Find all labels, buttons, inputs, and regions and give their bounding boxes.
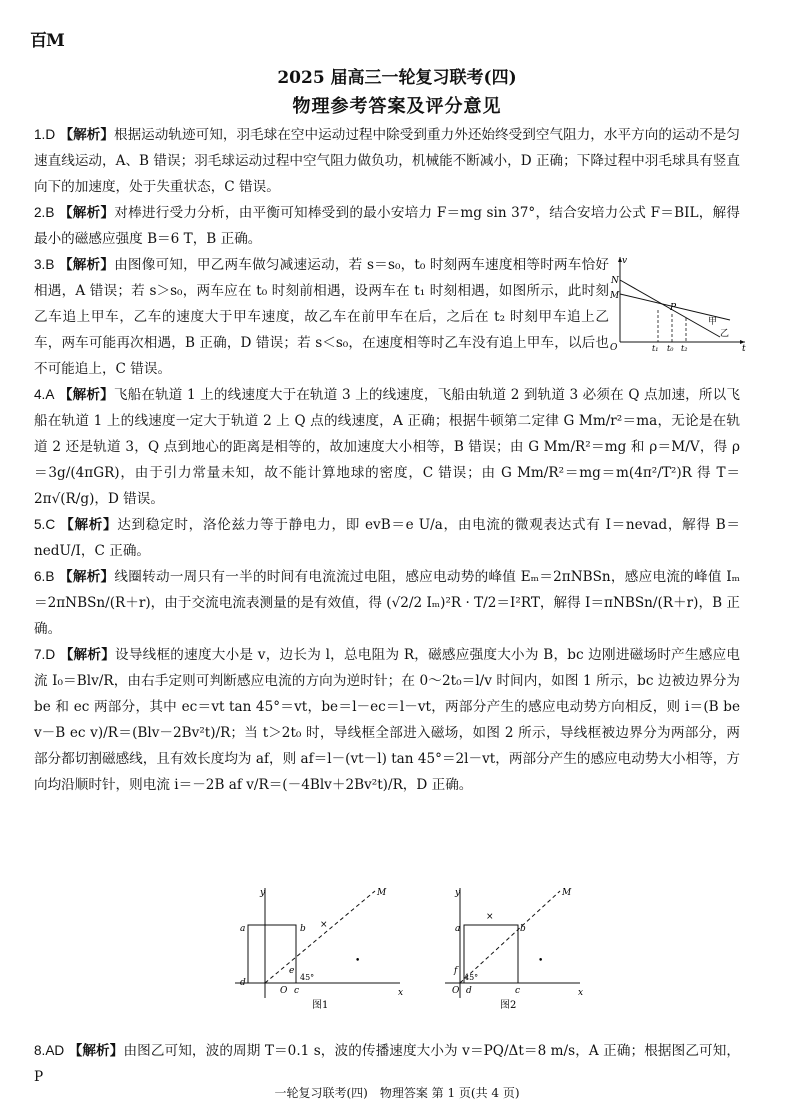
analysis-tag: 【解析】	[59, 647, 116, 663]
angle-label: 45°	[300, 973, 315, 982]
answer-number: 7.D	[34, 647, 56, 662]
q3-vt-graph	[610, 252, 750, 352]
answer-number: 4.A	[34, 387, 55, 402]
P-label: P	[670, 303, 677, 313]
c-label: c	[294, 986, 300, 996]
answer-q5	[34, 512, 740, 564]
jia-label: 甲	[708, 317, 718, 327]
t0-label: t₀	[667, 344, 674, 352]
figure-caption: 图1	[312, 1000, 329, 1011]
f-label: f	[454, 966, 458, 976]
angle-label: 45°	[464, 973, 479, 982]
boundary-om	[460, 891, 560, 983]
answer-q1	[34, 122, 740, 200]
answer-q2	[34, 200, 740, 252]
answer-text: 由图乙可知，波的周期 T＝0.1 s，波的传播速度大小为 v＝PQ/Δt＝8 m/s，A 正确；根据图乙可知，P	[34, 1042, 741, 1085]
answer-text: 根据运动轨迹可知，羽毛球在空中运动过程中除受到重力外还始终受到空气阻力，水平方向的运动不是匀速直线运动，A、B 错误；羽毛球运动过程中空气阻力做负功，机械能不断减小，D 正确；下降过程中羽毛球具有竖直向下的加速度，处于失重状态，C 错误。	[34, 127, 741, 195]
O-label: O	[280, 986, 288, 996]
analysis-tag: 【解析】	[58, 205, 115, 221]
analysis-tag: 【解析】	[58, 257, 115, 273]
O-label: O	[452, 986, 460, 996]
t-label: t	[742, 344, 746, 352]
answer-text: 线圈转动一周只有一半的时间有电流流过电阻，感应电动势的峰值 Eₘ＝2πNBSn，感应电流的峰值 Iₘ＝2πNBSn/(R＋r)，由于交流电流表测量的是有效值，得 (√2/2 Iₘ)²R · T/2＝I²RT，解得 I＝πNBSn/(R＋r)，B 正确。	[34, 569, 741, 637]
boundary-om	[265, 891, 375, 983]
answer-text: 飞船在轨道 1 上的线速度大于在轨道 3 上的线速度，飞船由轨道 2 到轨道 3 必须在 Q 点加速，所以飞船在轨道 1 上的线速度一定大于轨道 2 上 Q 点的线速度，A 正确；根据牛顿第二定律 G Mm/r²＝ma，无论是在轨道 2 还是轨道 3，Q 点到地心的距离是相等的，故加速度大小相等，B 错误；由 G Mm/R²＝mg 和 ρ＝M/V，得 ρ＝3g/(4πGR)，由于引力常量未知，故不能计算地球的密度，C 错误；由 G Mm/R²＝mg＝m(4π²/T²)R 得 T＝2π√(R/g)，D 错误。	[34, 387, 740, 507]
dot-mark: •	[538, 956, 544, 966]
M-label: M	[377, 888, 387, 898]
e-label: e	[289, 966, 295, 976]
dot-mark: •	[355, 956, 361, 966]
a-label: a	[455, 924, 461, 934]
answer-text: 由图像可知，甲乙两车做匀减速运动，若 s＝s₀，t₀ 时刻两车速度相等时两车恰好相遇，A 错误；若 s＞s₀，两车应在 t₀ 时刻前相遇，设两车在 t₁ 时刻相遇，如图所示，此时刻乙车追上甲车，乙车的速度大于甲车速度，故乙车在前甲车在后，之后在 t₂ 时刻甲车追上乙车，两车可能再次相遇，B 正确，D 错误；若 s＜s₀，在速度相等时乙车没有追上甲车，以后也不可能追上，C 错误。	[34, 257, 609, 377]
t2-label: t₂	[681, 344, 688, 352]
page-subtitle: 物理参考答案及评分意见	[292, 96, 502, 117]
analysis-tag: 【解析】	[60, 517, 118, 533]
origin-label: O	[610, 343, 618, 352]
a-label: a	[240, 924, 246, 934]
analysis-tag: 【解析】	[68, 1042, 124, 1059]
analysis-tag: 【解析】	[58, 387, 114, 403]
t1-label: t₁	[652, 344, 659, 352]
answer-q3	[34, 252, 609, 382]
figure-caption: 图2	[500, 1000, 517, 1011]
M-label: M	[610, 291, 620, 301]
q7-figure-1	[230, 883, 410, 1013]
answer-number: 5.C	[34, 517, 56, 532]
x-label: x	[578, 988, 584, 998]
c-label: c	[515, 986, 521, 996]
M-label: M	[562, 888, 572, 898]
answer-number: 6.B	[34, 569, 55, 584]
analysis-tag: 【解析】	[59, 127, 114, 143]
x-label: x	[398, 988, 404, 998]
y-label: y	[260, 888, 266, 898]
answer-number: 3.B	[34, 257, 55, 272]
N-label: N	[611, 276, 619, 286]
answer-q8	[34, 1038, 740, 1090]
q7-figure-2	[440, 883, 590, 1013]
yi-label: 乙	[720, 329, 730, 339]
logo-text: 百M	[30, 31, 64, 51]
answer-text: 达到稳定时，洛伦兹力等于静电力，即 evB＝e U/a，由电流的微观表达式有 I＝nevad，解得 B＝nedU/I，C 正确。	[34, 517, 741, 559]
page-title: 2025 届高三一轮复习联考(四)	[277, 68, 517, 88]
page-footer: 一轮复习联考(四) 物理答案 第 1 页(共 4 页)	[274, 1086, 520, 1100]
answer-number: 8.AD	[34, 1042, 65, 1058]
answer-q7	[34, 642, 740, 798]
analysis-tag: 【解析】	[59, 569, 115, 585]
d-label: d	[240, 978, 246, 988]
answer-q4	[34, 382, 740, 512]
answer-text: 设导线框的速度大小是 v，边长为 l，总电阻为 R，磁感应强度大小为 B，bc 边刚进磁场时产生感应电流 I₀＝Blv/R，由右手定则可判断感应电流的方向为逆时针；在 0～2t₀＝l/v 时间内，如图 1 所示，bc 边被边界分为 be 和 ec 两部分，其中 ec＝vt tan 45°＝vt，be＝l－ec＝l－vt，两部分产生的感应电动势方向相反，则 i＝(B be v－B ec v)/R＝(Blv－2Bv²t)/R；当 t＞2t₀ 时，导线框全部进入磁场，如图 2 所示，导线框被边界分为两部分，两部分都切割磁感线，且有效长度均为 af，则 af＝l－(vt－l) tan 45°＝2l－vt，两部分产生的感应电动势大小相等，方向均沿顺时针，则电流 i＝－2B af v/R＝(－4Blv＋2Bv²t)/R，D 正确。	[34, 647, 741, 793]
answers-body	[34, 122, 740, 798]
d-label: d	[466, 986, 472, 996]
answer-number: 1.D	[34, 127, 56, 142]
b-label: b	[520, 924, 526, 934]
answer-q6	[34, 564, 740, 642]
cross-mark: ×	[486, 912, 494, 922]
answer-number: 2.B	[34, 205, 55, 220]
b-label: b	[300, 924, 306, 934]
y-label: y	[455, 888, 461, 898]
answer-text: 对棒进行受力分析，由平衡可知棒受到的最小安培力 F＝mg sin 37°，结合安培力公式 F＝BIL，解得最小的磁感应强度 B＝6 T，B 正确。	[34, 205, 740, 247]
logo	[30, 26, 64, 51]
cross-mark: ×	[320, 920, 328, 930]
v-label: v	[622, 256, 628, 266]
